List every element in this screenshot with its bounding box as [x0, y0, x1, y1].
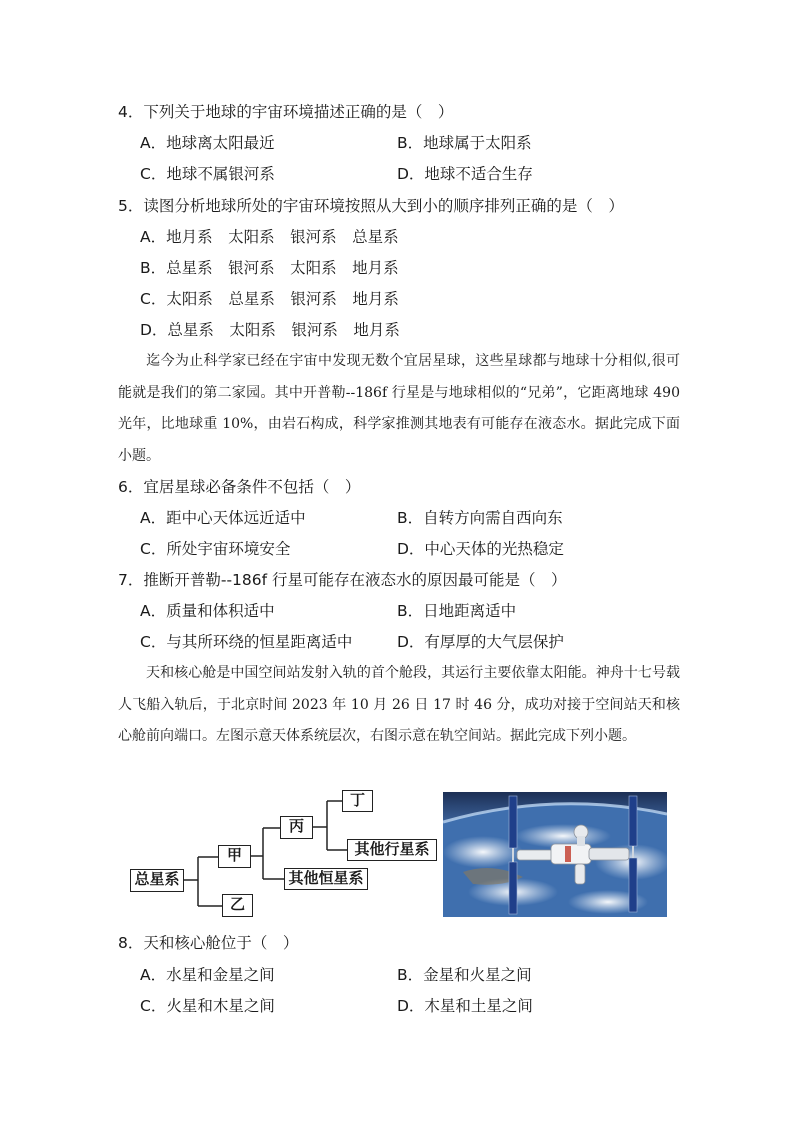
question-5-stem: 5．读图分析地球所处的宇宙环境按照从大到小的顺序排列正确的是（ ） [118, 197, 624, 215]
node-jia: 甲 [218, 845, 251, 868]
q5-option-d[interactable]: D．总星系 太阳系 银河系 地月系 [140, 321, 400, 339]
q6-option-b[interactable]: B．自转方向需自西向东 [397, 509, 563, 527]
passage-kepler-text: 迄今为止科学家已经在宇宙中发现无数个宜居星球，这些星球都与地球十分相似,很可能就是我们的第二家园。其中开普勒--186f 行星是与地球相似的“兄弟”，它距离地球 490 光年，比地球重 10%，由岩石构成，科学家推测其地表有可能存在液态水。据此完成下面小题。 [118, 353, 680, 464]
q4-option-b[interactable]: B．地球属于太阳系 [397, 134, 532, 152]
q4-option-d[interactable]: D．地球不适合生存 [397, 165, 533, 183]
q7-option-b[interactable]: B．日地距离适中 [397, 602, 517, 620]
node-other-stars: 其他恒星系 [284, 868, 368, 890]
question-4-stem: 4．下列关于地球的宇宙环境描述正确的是（ ） [118, 103, 454, 121]
q6-option-d[interactable]: D．中心天体的光热稳定 [397, 540, 564, 558]
q7-option-d[interactable]: D．有厚厚的大气层保护 [397, 633, 564, 651]
q8-option-c[interactable]: C．火星和木星之间 [140, 997, 275, 1015]
question-6-stem: 6．宜居星球必备条件不包括（ ） [118, 478, 361, 496]
q6-option-c[interactable]: C．所处宇宙环境安全 [140, 540, 291, 558]
node-bing: 丙 [280, 816, 313, 839]
space-station-image [443, 792, 667, 917]
q7-option-c[interactable]: C．与其所环绕的恒星距离适中 [140, 633, 353, 651]
q5-option-a[interactable]: A．地月系 太阳系 银河系 总星系 [140, 228, 399, 246]
q8-option-b[interactable]: B．金星和火星之间 [397, 966, 532, 984]
q5-option-c[interactable]: C．太阳系 总星系 银河系 地月系 [140, 290, 399, 308]
q4-option-c[interactable]: C．地球不属银河系 [140, 165, 275, 183]
question-8-stem: 8．天和核心舱位于（ ） [118, 934, 299, 952]
q8-option-d[interactable]: D．木星和土星之间 [397, 997, 533, 1015]
passage-tianhe-text: 天和核心舱是中国空间站发射入轨的首个舱段，其运行主要依靠太阳能。神舟十七号载人飞船入轨后，于北京时间 2023 年 10 月 26 日 17 时 46 分，成功对接于空间站天和核心舱前向端口。左图示意天体系统层次，右图示意在轨空间站。据此完成下列小题。 [118, 665, 680, 744]
q8-option-a[interactable]: A．水星和金星之间 [140, 966, 275, 984]
q6-option-a[interactable]: A．距中心天体远近适中 [140, 509, 306, 527]
q5-option-b[interactable]: B．总星系 银河系 太阳系 地月系 [140, 259, 399, 277]
node-yi: 乙 [222, 894, 253, 917]
node-ding: 丁 [342, 790, 373, 812]
q4-option-a[interactable]: A．地球离太阳最近 [140, 134, 275, 152]
q7-option-a[interactable]: A．质量和体积适中 [140, 602, 275, 620]
node-other-planets: 其他行星系 [347, 839, 437, 861]
question-7-stem: 7．推断开普勒--186f 行星可能存在液态水的原因最可能是（ ） [118, 571, 567, 589]
node-universe: 总星系 [130, 869, 184, 892]
